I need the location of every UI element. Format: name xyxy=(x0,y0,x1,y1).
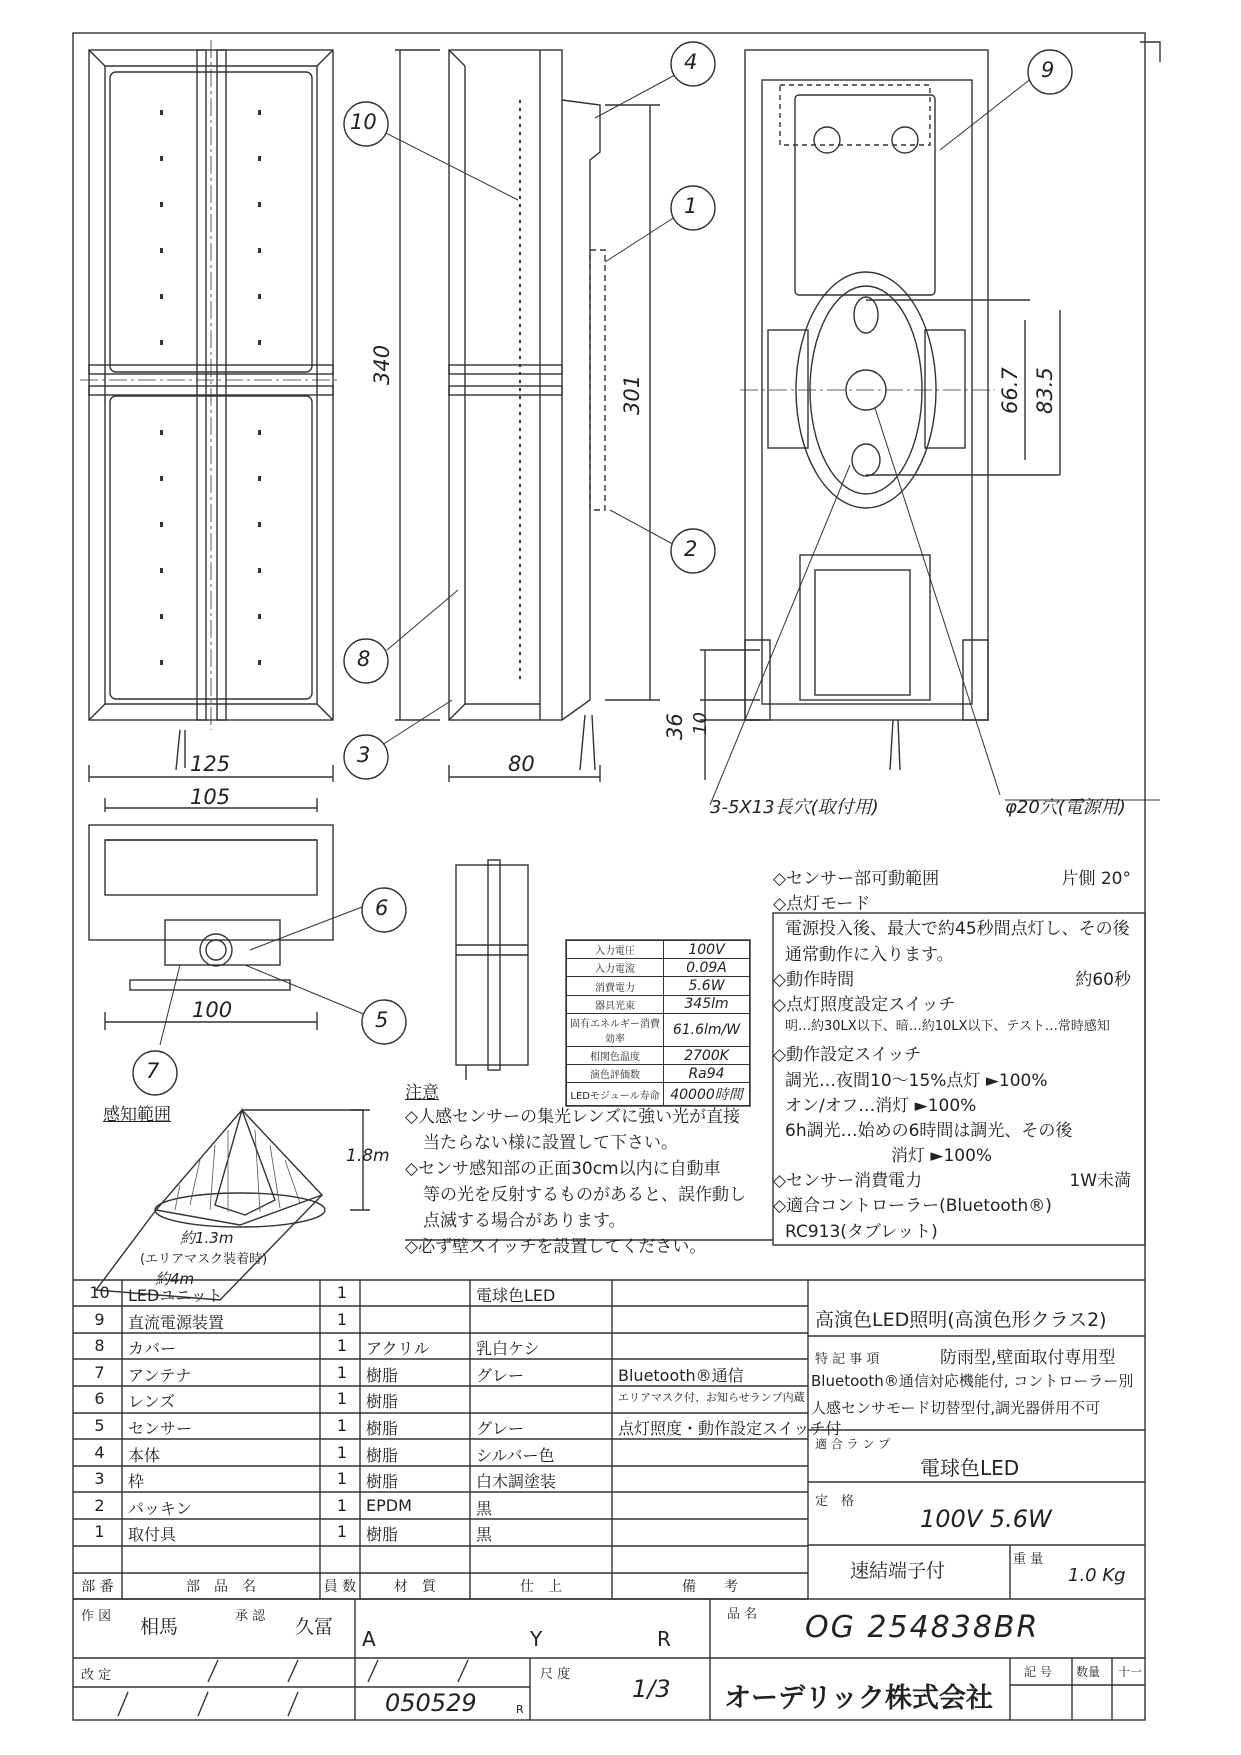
parts-cell-qty: 1 xyxy=(336,1309,348,1329)
feature-row xyxy=(773,1217,1145,1242)
dim-hole: φ20穴(電源用) xyxy=(1005,797,1126,818)
parts-cell-name: 枠 xyxy=(128,1472,145,1492)
feature-value: 1W未満 xyxy=(1069,1171,1131,1192)
parts-cell-qty: 1 xyxy=(336,1495,348,1515)
spec-row xyxy=(567,1047,750,1065)
dim-340: 340 xyxy=(370,344,394,385)
parts-cell-mat: 樹脂 xyxy=(366,1365,399,1385)
callout-2: 2 xyxy=(684,537,698,561)
parts-cell-name: センサー xyxy=(128,1419,193,1438)
product-type: 高演色LED照明(高演色形クラス2) xyxy=(815,1309,1107,1331)
feature-value: 約60秒 xyxy=(1075,969,1131,990)
spec-label: 相関色温度 xyxy=(567,1047,664,1065)
parts-cell-note: エリアマスク付、お知らせランプ内蔵 xyxy=(618,1391,805,1405)
feature-row xyxy=(773,1091,1145,1116)
feature-row xyxy=(773,965,1145,990)
feature-row xyxy=(773,1141,1145,1166)
parts-cell-name: 直流電源装置 xyxy=(128,1312,225,1332)
callout-7: 7 xyxy=(146,1059,160,1083)
feature-row xyxy=(773,864,1145,889)
ayr-a: A xyxy=(362,1627,376,1651)
dim-66-7: 66.7 xyxy=(998,367,1022,414)
spec-label: 演色評価数 xyxy=(567,1065,664,1083)
feature-text: 通常動作に入ります。 xyxy=(785,944,954,965)
parts-cell-finish: シルバー色 xyxy=(476,1445,555,1465)
caution-line: 当たらない様に設置して下さい。 xyxy=(423,1133,678,1153)
scale-label: 尺 度 xyxy=(540,1667,571,1682)
parts-header-name: 部 品 名 xyxy=(186,1579,256,1595)
callout-9: 9 xyxy=(1041,58,1055,82)
sensing-title: 感知範囲 xyxy=(103,1105,171,1125)
parts-row xyxy=(73,1333,808,1359)
feature-text: 明…約30LX以下、暗…約10LX以下、テスト…常時感知 xyxy=(785,1019,1110,1035)
sensing-r1: 約1.3m xyxy=(180,1229,234,1247)
qty-mark: 十一 xyxy=(1118,1665,1143,1679)
parts-cell-no: 4 xyxy=(94,1442,105,1462)
callout-8: 8 xyxy=(357,647,371,671)
spec-row xyxy=(567,959,750,977)
ayr-r: R xyxy=(657,1627,671,1651)
spec-label: 入力電圧 xyxy=(567,941,664,959)
parts-row xyxy=(73,1386,808,1412)
parts-header xyxy=(73,1575,808,1599)
spec-value: 100V xyxy=(664,941,750,959)
feature-row xyxy=(773,914,1145,939)
parts-cell-no: 8 xyxy=(94,1336,105,1356)
drawn-label: 作 図 xyxy=(81,1609,112,1624)
parts-cell-mat: 樹脂 xyxy=(366,1392,399,1412)
parts-cell-qty: 1 xyxy=(336,1442,348,1462)
feature-text: 調光…夜間10～15%点灯 ►100% xyxy=(785,1070,1048,1091)
parts-cell-finish: 電球色LED xyxy=(476,1286,556,1305)
company-name: オーデリック株式会社 xyxy=(724,1683,993,1714)
dim-80: 80 xyxy=(508,752,535,776)
parts-row xyxy=(73,1440,808,1466)
feature-text: 消灯 ►100% xyxy=(891,1146,993,1167)
ayr-y: Y xyxy=(530,1627,543,1651)
parts-cell-qty: 1 xyxy=(336,1522,348,1542)
parts-cell-name: パッキン xyxy=(128,1498,192,1518)
rating-value: 100V 5.6W xyxy=(920,1505,1052,1533)
parts-cell-name: アンテナ xyxy=(128,1365,192,1385)
caution-line: ◇人感センサーの集光レンズに強い光が直接 xyxy=(405,1107,741,1127)
caution-line: ◇必ず壁スイッチを設置してください。 xyxy=(405,1237,707,1257)
parts-cell-finish: グレー xyxy=(476,1365,525,1385)
weight-value: 1.0 Kg xyxy=(1068,1565,1126,1586)
lamp-value: 電球色LED xyxy=(920,1456,1020,1480)
parts-header-mat: 材 質 xyxy=(394,1579,436,1595)
feature-text: ◇適合コントローラー(Bluetooth®) xyxy=(773,1196,1052,1217)
parts-cell-finish: 黒 xyxy=(476,1525,493,1545)
drawn-by: 相馬 xyxy=(140,1616,179,1638)
parts-header-finish: 仕 上 xyxy=(520,1579,562,1595)
parts-row xyxy=(73,1280,808,1306)
dim-100: 100 xyxy=(192,998,233,1022)
callout-3: 3 xyxy=(357,743,371,767)
parts-cell-qty: 1 xyxy=(336,1416,348,1435)
code-label: 記 号 xyxy=(1024,1665,1052,1679)
parts-row xyxy=(73,1493,808,1519)
parts-cell-name: 取付具 xyxy=(128,1525,177,1545)
feature-text: RC913(タブレット) xyxy=(785,1221,938,1242)
parts-header-note: 備 考 xyxy=(682,1579,738,1595)
parts-cell-no: 6 xyxy=(94,1389,105,1409)
feat-2: Bluetooth®通信対応機能付, コントローラー別 xyxy=(811,1372,1134,1390)
parts-cell-no: 5 xyxy=(94,1416,105,1435)
parts-cell-no: 3 xyxy=(94,1469,105,1489)
parts-cell-no: 9 xyxy=(94,1309,105,1329)
revision-slashes xyxy=(73,1658,533,1720)
parts-row xyxy=(73,1519,808,1545)
parts-cell-name: カバー xyxy=(128,1339,177,1359)
weight-label: 重 量 xyxy=(1013,1552,1044,1567)
sensing-height: 1.8m xyxy=(346,1146,390,1166)
dim-slot: 3-5X13長穴(取付用) xyxy=(710,797,879,818)
feature-row xyxy=(773,1116,1145,1141)
front-view xyxy=(80,40,340,770)
spec-value: Ra94 xyxy=(664,1065,750,1083)
caution-block xyxy=(405,1078,775,1258)
parts-cell-no: 10 xyxy=(89,1283,110,1302)
terminal: 速結端子付 xyxy=(850,1560,946,1582)
spec-value: 5.6W xyxy=(664,977,750,995)
callout-4: 4 xyxy=(684,50,698,74)
feature-row xyxy=(773,1166,1145,1191)
spec-row xyxy=(567,941,750,959)
parts-cell-qty: 1 xyxy=(336,1389,348,1409)
feature-text: ◇点灯照度設定スイッチ xyxy=(773,994,956,1015)
parts-cell-finish: 黒 xyxy=(476,1498,493,1518)
feature-value: 片側 20° xyxy=(1061,869,1131,889)
feat-3: 人感センサモード切替型付,調光器併用不可 xyxy=(811,1399,1101,1417)
parts-row xyxy=(73,1413,842,1439)
spec-label: 器具光束 xyxy=(567,995,664,1013)
feature-text: ◇センサー消費電力 xyxy=(773,1171,923,1192)
feature-row xyxy=(773,990,1145,1015)
spec-row xyxy=(567,995,750,1013)
parts-cell-finish: 白木調塗装 xyxy=(476,1472,557,1492)
parts-row xyxy=(73,1360,808,1386)
dim-10: 10 xyxy=(690,712,711,735)
parts-header-no: 部 番 xyxy=(81,1579,114,1595)
parts-cell-qty: 1 xyxy=(336,1469,348,1489)
approved-label: 承 認 xyxy=(235,1609,266,1624)
parts-row xyxy=(73,1466,808,1492)
rating-label: 定 格 xyxy=(815,1494,855,1509)
features-block xyxy=(773,864,1145,1242)
feat-label: 特 記 事 項 xyxy=(815,1352,880,1367)
parts-cell-qty: 1 xyxy=(336,1283,348,1302)
parts-cell-no: 1 xyxy=(94,1522,105,1542)
spec-value: 61.6lm/W xyxy=(664,1013,750,1046)
dim-36: 36 xyxy=(663,713,687,740)
parts-cell-mat: 樹脂 xyxy=(366,1525,399,1545)
spec-label: 消費電力 xyxy=(567,977,664,995)
feature-row xyxy=(773,1015,1145,1040)
callout-6: 6 xyxy=(375,896,389,920)
parts-cell-note: 点灯照度・動作設定スイッチ付 xyxy=(618,1419,842,1438)
sensing-range-diagram xyxy=(96,1110,370,1300)
parts-cell-finish: 乳白ケシ xyxy=(476,1339,540,1359)
spec-value: 345lm xyxy=(664,995,750,1013)
lamp-label: 適 合 ラ ン プ xyxy=(815,1437,891,1451)
caution-line: ◇センサ感知部の正面30cm以内に自動車 xyxy=(405,1159,721,1179)
dim-125: 125 xyxy=(190,752,231,776)
drawing-date: 050529 xyxy=(385,1689,477,1717)
feature-text: ◇センサー部可動範囲 xyxy=(773,869,940,889)
parts-cell-name: 本体 xyxy=(128,1445,161,1465)
feature-text: ◇動作設定スイッチ xyxy=(773,1045,922,1066)
parts-header-qty: 員 数 xyxy=(323,1579,357,1595)
name-label: 品 名 xyxy=(727,1607,758,1622)
dim-105: 105 xyxy=(190,785,231,809)
callout-5: 5 xyxy=(375,1008,389,1032)
feature-text: ◇動作時間 xyxy=(773,969,855,990)
drawing-date-suffix: R xyxy=(516,1703,524,1716)
parts-cell-name: レンズ xyxy=(128,1392,176,1412)
feature-row xyxy=(773,1191,1145,1216)
parts-cell-qty: 1 xyxy=(336,1362,348,1382)
spec-value: 0.09A xyxy=(664,959,750,977)
callout-1: 1 xyxy=(684,194,698,218)
feature-text: ◇点灯モード xyxy=(773,894,871,915)
spec-row xyxy=(567,977,750,995)
feature-text: 6h調光…始めの6時間は調光、その後 xyxy=(785,1120,1073,1141)
qty-label: 数量 xyxy=(1076,1665,1101,1679)
parts-cell-finish: グレー xyxy=(476,1419,525,1438)
spec-label: LEDモジュール寿命 xyxy=(567,1083,664,1106)
parts-cell-mat: 樹脂 xyxy=(366,1472,399,1492)
perspective-view xyxy=(456,860,528,1080)
feature-row xyxy=(773,940,1145,965)
parts-cell-mat: 樹脂 xyxy=(366,1419,399,1438)
dim-301: 301 xyxy=(620,374,644,415)
caution-title: 注意 xyxy=(405,1083,439,1103)
feature-row xyxy=(773,1066,1145,1091)
spec-value: 40000時間 xyxy=(664,1083,750,1106)
sensing-r2: 約4m xyxy=(155,1270,195,1288)
back-view xyxy=(700,50,1060,780)
caution-line: 等の光を反射するものがあると、誤作動し xyxy=(423,1185,746,1205)
spec-label: 固有エネルギー消費効率 xyxy=(567,1013,664,1046)
feature-text: 電源投入後、最大で約45秒間点灯し、その後 xyxy=(785,919,1130,940)
parts-cell-mat: アクリル xyxy=(366,1339,430,1359)
spec-label: 入力電流 xyxy=(567,959,664,977)
spec-row xyxy=(567,1013,750,1046)
side-view xyxy=(449,50,605,770)
feature-text: オン/オフ…消灯 ►100% xyxy=(785,1095,977,1116)
caution-line: 点滅する場合があります。 xyxy=(423,1211,626,1231)
parts-cell-name: LEDユニット xyxy=(128,1286,223,1305)
parts-cell-note: Bluetooth®通信 xyxy=(618,1365,744,1385)
feat-1: 防雨型,壁面取付専用型 xyxy=(940,1348,1116,1368)
parts-cell-no: 7 xyxy=(94,1362,105,1382)
callout-10: 10 xyxy=(350,110,377,134)
parts-cell-no: 2 xyxy=(94,1495,105,1515)
approved-by: 久冨 xyxy=(295,1616,334,1638)
sensing-r1-note: (エリアマスク装着時) xyxy=(140,1252,268,1267)
parts-cell-qty: 1 xyxy=(336,1336,348,1356)
feature-row xyxy=(773,1040,1145,1065)
rev-label: 改 定 xyxy=(81,1668,112,1683)
feature-row xyxy=(773,889,1145,914)
scale-value: 1/3 xyxy=(632,1675,671,1703)
parts-cell-mat: 樹脂 xyxy=(366,1445,399,1465)
parts-cell-mat: EPDM xyxy=(366,1495,412,1515)
spec-value: 2700K xyxy=(664,1047,750,1065)
model-number: OG 254838BR xyxy=(805,1610,1040,1645)
dim-83-5: 83.5 xyxy=(1033,367,1057,414)
parts-row xyxy=(73,1307,808,1333)
